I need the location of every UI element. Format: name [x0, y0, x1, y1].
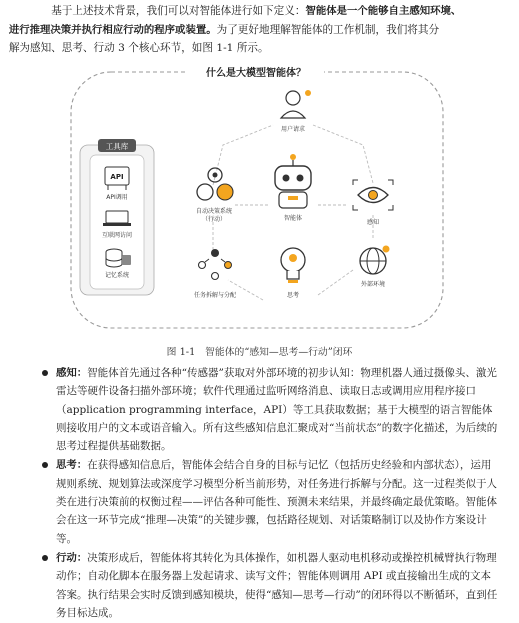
- lightbulb-thinking-icon: [281, 248, 305, 283]
- api-box-text: API: [110, 173, 124, 181]
- bullet-dot-icon: [42, 555, 48, 561]
- thinking-label: 思考: [286, 292, 300, 299]
- toolbox-title: 工具库: [105, 142, 129, 151]
- bullet-thinking: [42, 456, 500, 547]
- bullet-list: [42, 364, 500, 623]
- tool-internet-label: 互联网访问: [101, 232, 133, 239]
- bullet-text: 智能体首先通过各种“传感器”获取对外部环境的初步认知：物理机器人通过摄像头、激光雷达等硬件设备扫描外部环境；软件代理通过监听网络消息、读取日志或调用应用程序接口（application programming interface，API）等工具获取数据；基于大模型的语言智能体则接收用户的文本或语音输入。所有这些感知信息汇聚成对“当前状态”的数字化描述，为后续的思考过程提供基础数据。: [56, 367, 498, 453]
- perception-label: 感知: [366, 219, 380, 226]
- task-split-label: 任务拆解与分配: [193, 292, 237, 299]
- bullet-dot-icon: [42, 370, 48, 376]
- gears-icon: [197, 168, 233, 200]
- user-input-label: 用户请求: [280, 126, 306, 133]
- bullet-text: 在获得感知信息后，智能体会结合自身的目标与记忆（包括历史经验和内部状态），运用规则系统、规划算法或深度学习模型分析当前形势，对任务进行拆解与分配。这一过程类似于人类在进行决策前的权衡过程——评估各种可能性、预测未来结果，并最终确定最优策略。智能体会在这一环节完成“推理—决策”的关键步骤，包括路径规划、对话策略制订以及协作方案设计等。: [56, 459, 497, 545]
- intro-paragraph: [8, 2, 492, 58]
- globe-environment-icon: [360, 246, 390, 275]
- bullet-action: [42, 549, 500, 622]
- agent-label: 智能体: [283, 215, 303, 222]
- bullet-term: 思考：: [56, 459, 88, 472]
- tool-memory-label: 记忆系统: [104, 272, 130, 279]
- environment-label: 外部环境: [360, 281, 386, 288]
- user-input-icon: [281, 90, 311, 118]
- bullet-dot-icon: [42, 462, 48, 468]
- team-split-icon: [199, 249, 232, 280]
- robot-agent-icon: [275, 154, 311, 208]
- agent-loop-figure: [68, 65, 448, 333]
- intro-text-2: 为了更好地理解智能体的工作机制，我们将其分: [216, 23, 440, 36]
- internet-icon: [103, 211, 131, 226]
- intro-text-1: 基于上述技术背景，我们可以对智能体进行如下定义：: [51, 5, 306, 17]
- figure-caption: 图 1-1 智能体的“感知—思考—行动”闭环: [166, 347, 353, 358]
- intro-text-3: 解为感知、思考、行动 3 个核心环节，如图 1-1 所示。: [8, 42, 269, 54]
- auto-decision-label: 自动决策系统: [195, 208, 233, 215]
- bullet-term: 感知：: [56, 367, 88, 379]
- definition-bold-2: 进行推理决策并执行相应行动的程序或装置。: [8, 23, 217, 36]
- auto-decision-sub: （行动）: [201, 216, 227, 223]
- bullet-term: 行动：: [56, 551, 88, 564]
- bullet-text: 决策形成后，智能体将其转化为具体操作，如机器人驱动电机移动或操控机械臂执行物理动作；自动化脚本在服务器上发起请求、读写文件；智能体则调用 API 或直接输出生成的文本答案。执行结果会实时反馈到感知模块，使得“感知—思考—行动”的闭环得以不断循环，直到任务目标达成。: [56, 551, 498, 619]
- eye-perception-icon: [353, 180, 393, 210]
- definition-bold-1: 智能体是一个能够自主感知环境、: [305, 5, 462, 17]
- bullet-perception: [42, 364, 500, 455]
- figure-title: 什么是大模型智能体？: [206, 68, 306, 79]
- tool-api-label: API调用: [106, 194, 128, 201]
